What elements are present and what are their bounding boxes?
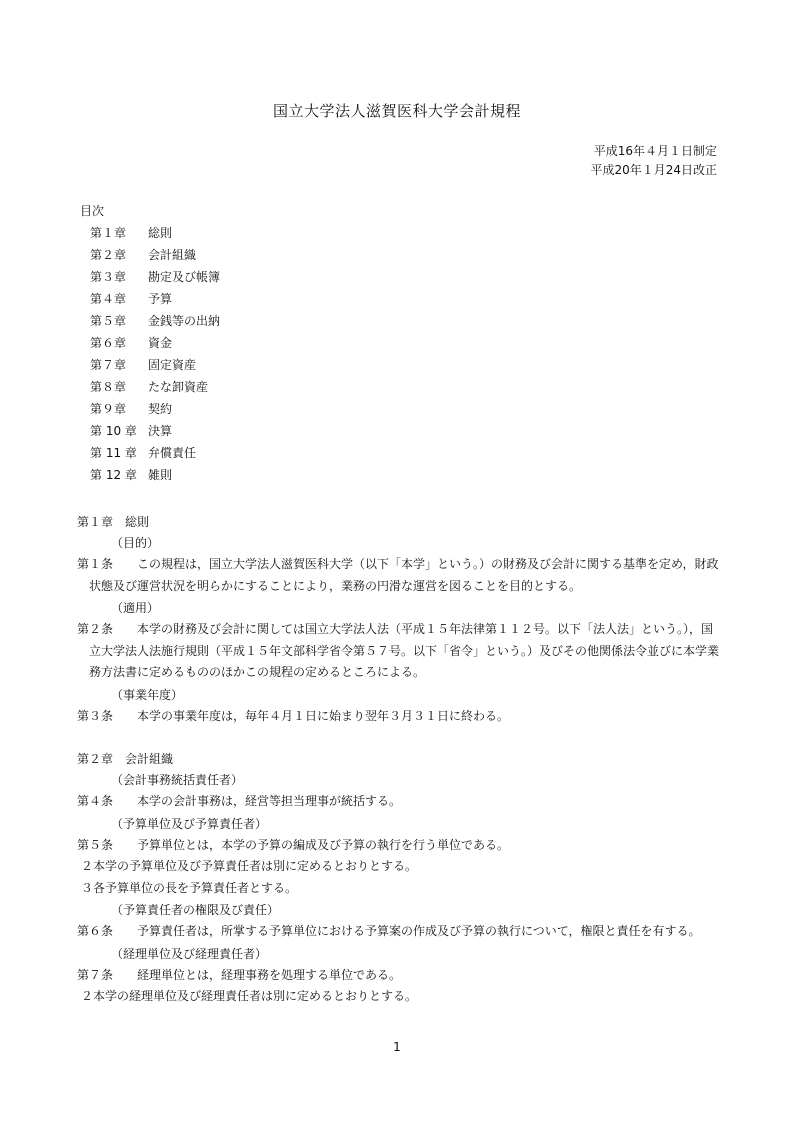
article [77,706,719,728]
toc-item-number: 第３章 [90,270,127,284]
article [77,921,719,943]
article-paragraph [77,878,719,900]
article-number: 第２条 [77,622,114,636]
toc-item-number: 第５章 [90,314,127,328]
paragraph-number: ２ [81,859,94,873]
toc-item-label: 勘定及び帳簿 [148,270,221,284]
toc-item [80,244,220,266]
toc-item [80,442,220,464]
enacted-date: 平成16年４月１日制定 [593,144,717,158]
article-text: 本学の会計事務は，経営等担当理事が統括する。 [137,794,402,808]
article-text: 予算責任者は，所掌する予算単位における予算案の作成及び予算の執行について，権限と責任を有する。 [137,924,701,938]
toc-item-label: 決算 [148,424,173,438]
toc-item-number: 第 12 章 [90,468,137,482]
toc-item-number: 第４章 [90,292,127,306]
article-number: 第３条 [77,708,114,723]
chapter-number: 第２章 [77,752,114,766]
article-paragraph [77,856,719,878]
article-caption: （経理単位及び経理責任者） [111,946,268,961]
paragraph-number: ３ [81,880,94,895]
toc-item-label: 資金 [148,336,173,350]
toc-item [80,332,220,354]
enactment-dates [590,142,717,180]
table-of-contents [80,200,220,486]
document-title: 国立大学法人滋賀医科大学会計規程 [272,102,521,120]
toc-item-number: 第９章 [90,402,127,416]
toc-item [80,398,220,420]
revised-date: 平成20年１月24日改正 [590,163,717,177]
page-number: 1 [393,1040,401,1054]
article-text: 経理単位とは，経理事務を処理する単位である。 [137,967,402,982]
toc-item-label: 金銭等の出納 [148,314,221,328]
toc-item-label: 契約 [148,402,173,416]
toc-item-label: 会計組織 [148,248,197,262]
toc-item-number: 第８章 [90,380,127,394]
paragraph-text: 本学の経理単位及び経理責任者は別に定めるとおりとする。 [93,989,418,1003]
article-caption: （会計事務統括責任者） [111,773,244,787]
toc-item-number: 第６章 [90,336,127,350]
article-text: 本学の事業年度は，毎年４月１日に始まり翌年３月３１日に終わる。 [137,708,510,723]
chapter-heading [77,749,719,769]
toc-item-number: 第 11 章 [90,446,137,460]
paragraph-text: 各予算単位の長を予算責任者とする。 [93,880,298,895]
article-paragraph [77,986,719,1008]
article [77,619,719,684]
article-caption: （事業年度） [111,687,184,702]
article-text: この規程は，国立大学法人滋賀医科大学（以下「本学」という。）の財務及び会計に関する基準を定め，財政状態及び運営状況を明らかにすることにより，業務の円滑な運営を図ることを目的とする。 [89,557,719,593]
article-caption: （予算単位及び予算責任者） [111,816,268,831]
regulation-body [77,512,719,1008]
article [77,791,719,813]
article-number: 第４条 [77,794,114,808]
toc-item-number: 第１章 [90,226,127,240]
article-caption: （適用） [111,601,160,615]
chapter-title: 総則 [125,515,150,529]
article-caption: （目的） [111,536,160,550]
toc-item-label: 雑則 [148,468,173,482]
article-caption: （予算責任者の権限及び責任） [111,903,280,917]
chapter-number: 第１章 [77,515,114,529]
article [77,554,719,597]
toc-item [80,288,220,310]
paragraph-text: 本学の予算単位及び予算責任者は別に定めるとおりとする。 [93,859,418,873]
article-text: 予算単位とは，本学の予算の編成及び予算の執行を行う単位である。 [137,837,510,852]
article-number: 第６条 [77,924,114,938]
toc-item-label: 固定資産 [148,358,197,372]
toc-item [80,376,220,398]
toc-heading: 目次 [80,204,105,218]
article-text: 本学の財務及び会計に関しては国立大学法人法（平成１５年法律第１１２号。以下「法人法」という。），国立大学法人法施行規則（平成１５年文部科学省令第５７号。以下「省令」という。）及びその他関係法令並びに本学業務方法書に定めるもののほかこの規程の定めるところによる。 [89,622,720,679]
toc-item-label: 弁償責任 [148,446,197,460]
article-number: 第１条 [77,557,114,571]
article [77,835,719,857]
toc-item-label: 予算 [148,292,173,306]
toc-item [80,464,220,486]
toc-item-number: 第２章 [90,248,127,262]
toc-item-number: 第 10 章 [90,424,137,438]
toc-item-number: 第７章 [90,358,127,372]
chapter-title: 会計組織 [125,752,174,766]
chapter-heading [77,512,719,532]
paragraph-number: ２ [81,989,94,1003]
article-number: 第７条 [77,967,114,982]
toc-item [80,266,220,288]
toc-item-label: たな卸資産 [148,380,209,394]
toc-item [80,420,220,442]
toc-item [80,354,220,376]
toc-item-label: 総則 [148,226,173,240]
toc-item [80,222,220,244]
article [77,965,719,987]
article-number: 第５条 [77,837,114,852]
toc-item [80,310,220,332]
